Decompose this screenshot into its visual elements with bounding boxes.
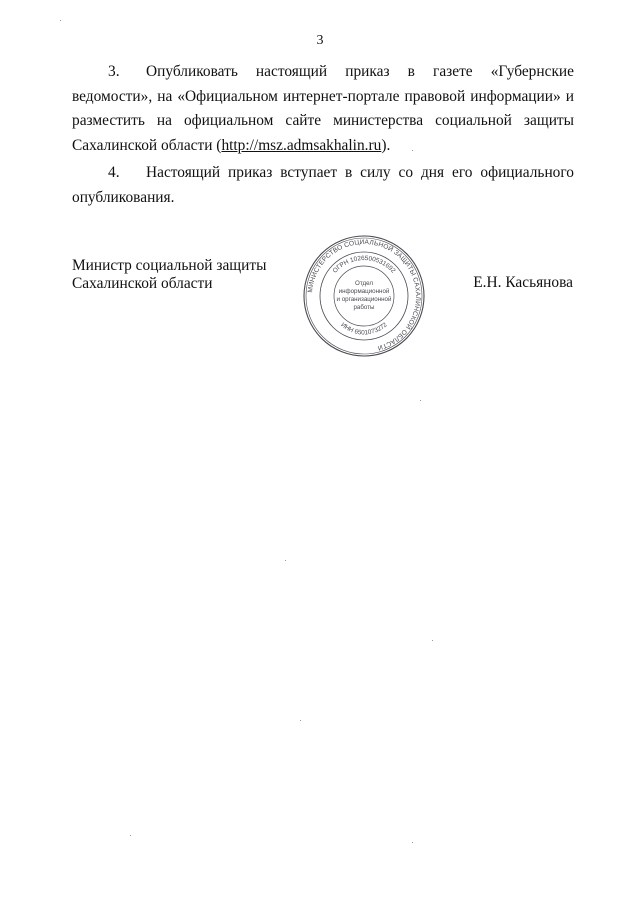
stamp-inn: ИНН 6501073272 xyxy=(339,321,389,337)
official-seal-stamp xyxy=(302,234,426,358)
stamp-center-line: работы xyxy=(353,304,375,311)
paragraph-text: Настоящий приказ вступает в силу со дня его официального опубликования. xyxy=(72,164,574,206)
signer-position xyxy=(72,257,266,293)
paragraph-4 xyxy=(72,161,574,210)
signer-name: Е.Н. Касьянова xyxy=(473,274,573,291)
signer-position-line: Сахалинской области xyxy=(72,275,213,292)
page-number: 3 xyxy=(316,33,324,48)
stamp-outer-text: МИНИСТЕРСТВО СОЦИАЛЬНОЙ ЗАЩИТЫ САХАЛИНСКОЙ ОБЛАСТИ xyxy=(307,238,422,352)
ministry-website-link[interactable]: http://msz.admsakhalin.ru xyxy=(221,136,382,154)
stamp-ogrn: ОГРН 1026500531692 xyxy=(331,254,397,275)
stamp-center-line: Отдел xyxy=(355,280,373,287)
svg-text:ИНН 6501073272 xyxy=(339,321,389,336)
signer-position-line: Министр социальной защиты xyxy=(72,257,267,274)
paragraph-text: Опубликовать настоящий приказ в газете «Губернские ведомости», на «Официальном интернет-портале правовой информации» и разместить на официальном сайте министерства социальной защиты Сахалинской области ( xyxy=(72,63,574,154)
paragraph-number: 3. xyxy=(108,63,120,80)
order-body xyxy=(72,60,574,213)
paragraph-text-tail: ). xyxy=(381,136,391,154)
stamp-center-line: и организационной xyxy=(336,296,392,303)
stamp-center-line: информационной xyxy=(338,288,390,295)
paragraph-number: 4. xyxy=(108,164,120,181)
paragraph-3 xyxy=(72,60,574,158)
